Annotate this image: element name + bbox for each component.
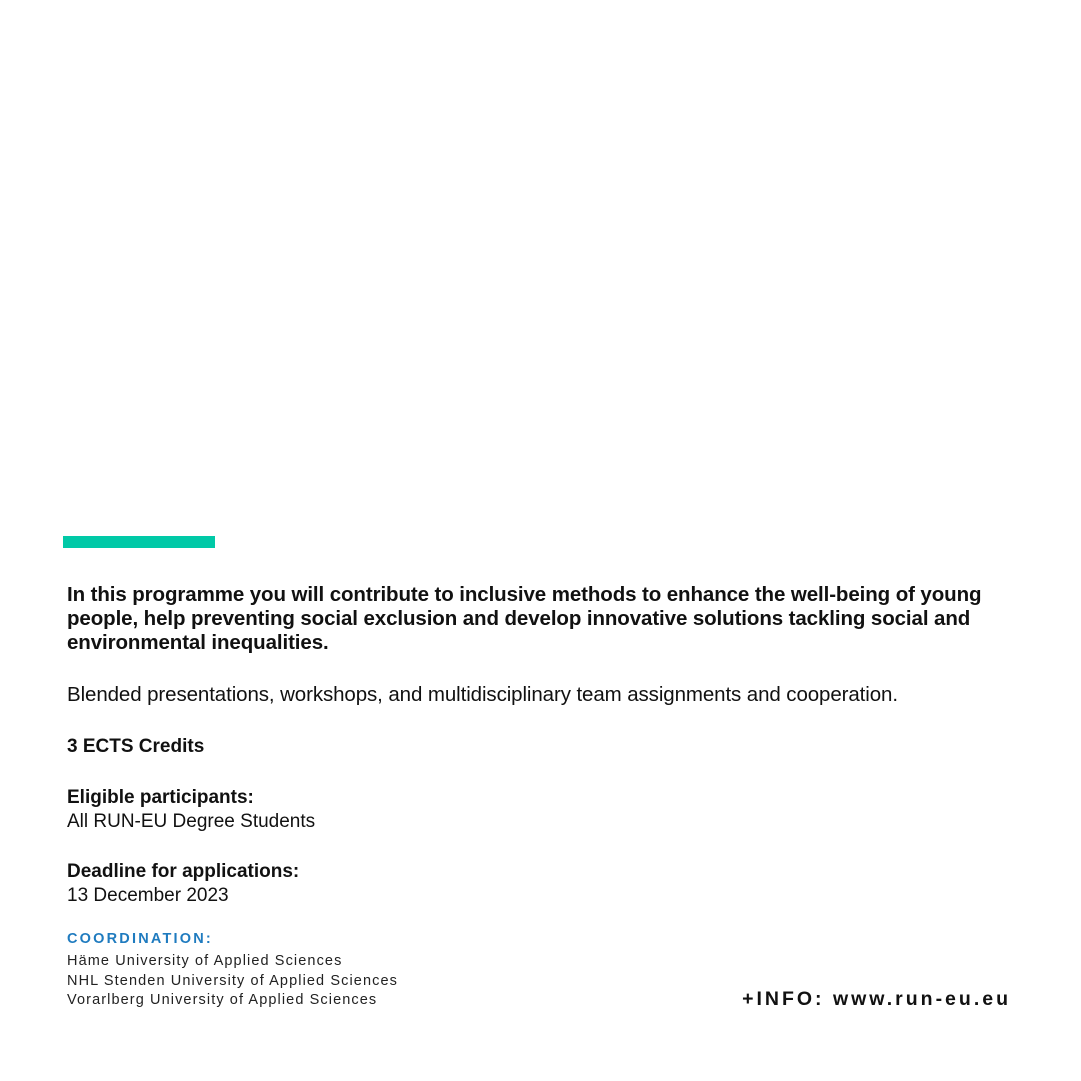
coordination-block [67,930,398,1011]
eligible-label: Eligible participants: [67,787,254,808]
programme-description [67,583,1027,908]
accent-bar [63,536,215,548]
intro-text: In this programme you will contribute to inclusive methods to enhance the well-being of young people, help preventing social exclusion and develop innovative solutions tackling social and environmental inequalities. [67,583,982,654]
coordination-item: Häme University of Applied Sciences [67,953,343,969]
eligible-block [67,786,1027,834]
coordination-item: NHL Stenden University of Applied Sciences [67,972,398,989]
coordination-item: Vorarlberg University of Applied Sciences [67,992,378,1008]
credits-text: 3 ECTS Credits [67,736,205,757]
deadline-value: 13 December 2023 [67,885,229,906]
method-text: Blended presentations, workshops, and multidisciplinary team assignments and cooperation. [67,683,898,706]
deadline-block [67,860,1027,908]
info-link[interactable]: +INFO: www.run-eu.eu [742,988,1011,1010]
eligible-value: All RUN-EU Degree Students [67,811,316,832]
coordination-title: COORDINATION: [67,931,213,947]
deadline-label: Deadline for applications: [67,861,300,882]
